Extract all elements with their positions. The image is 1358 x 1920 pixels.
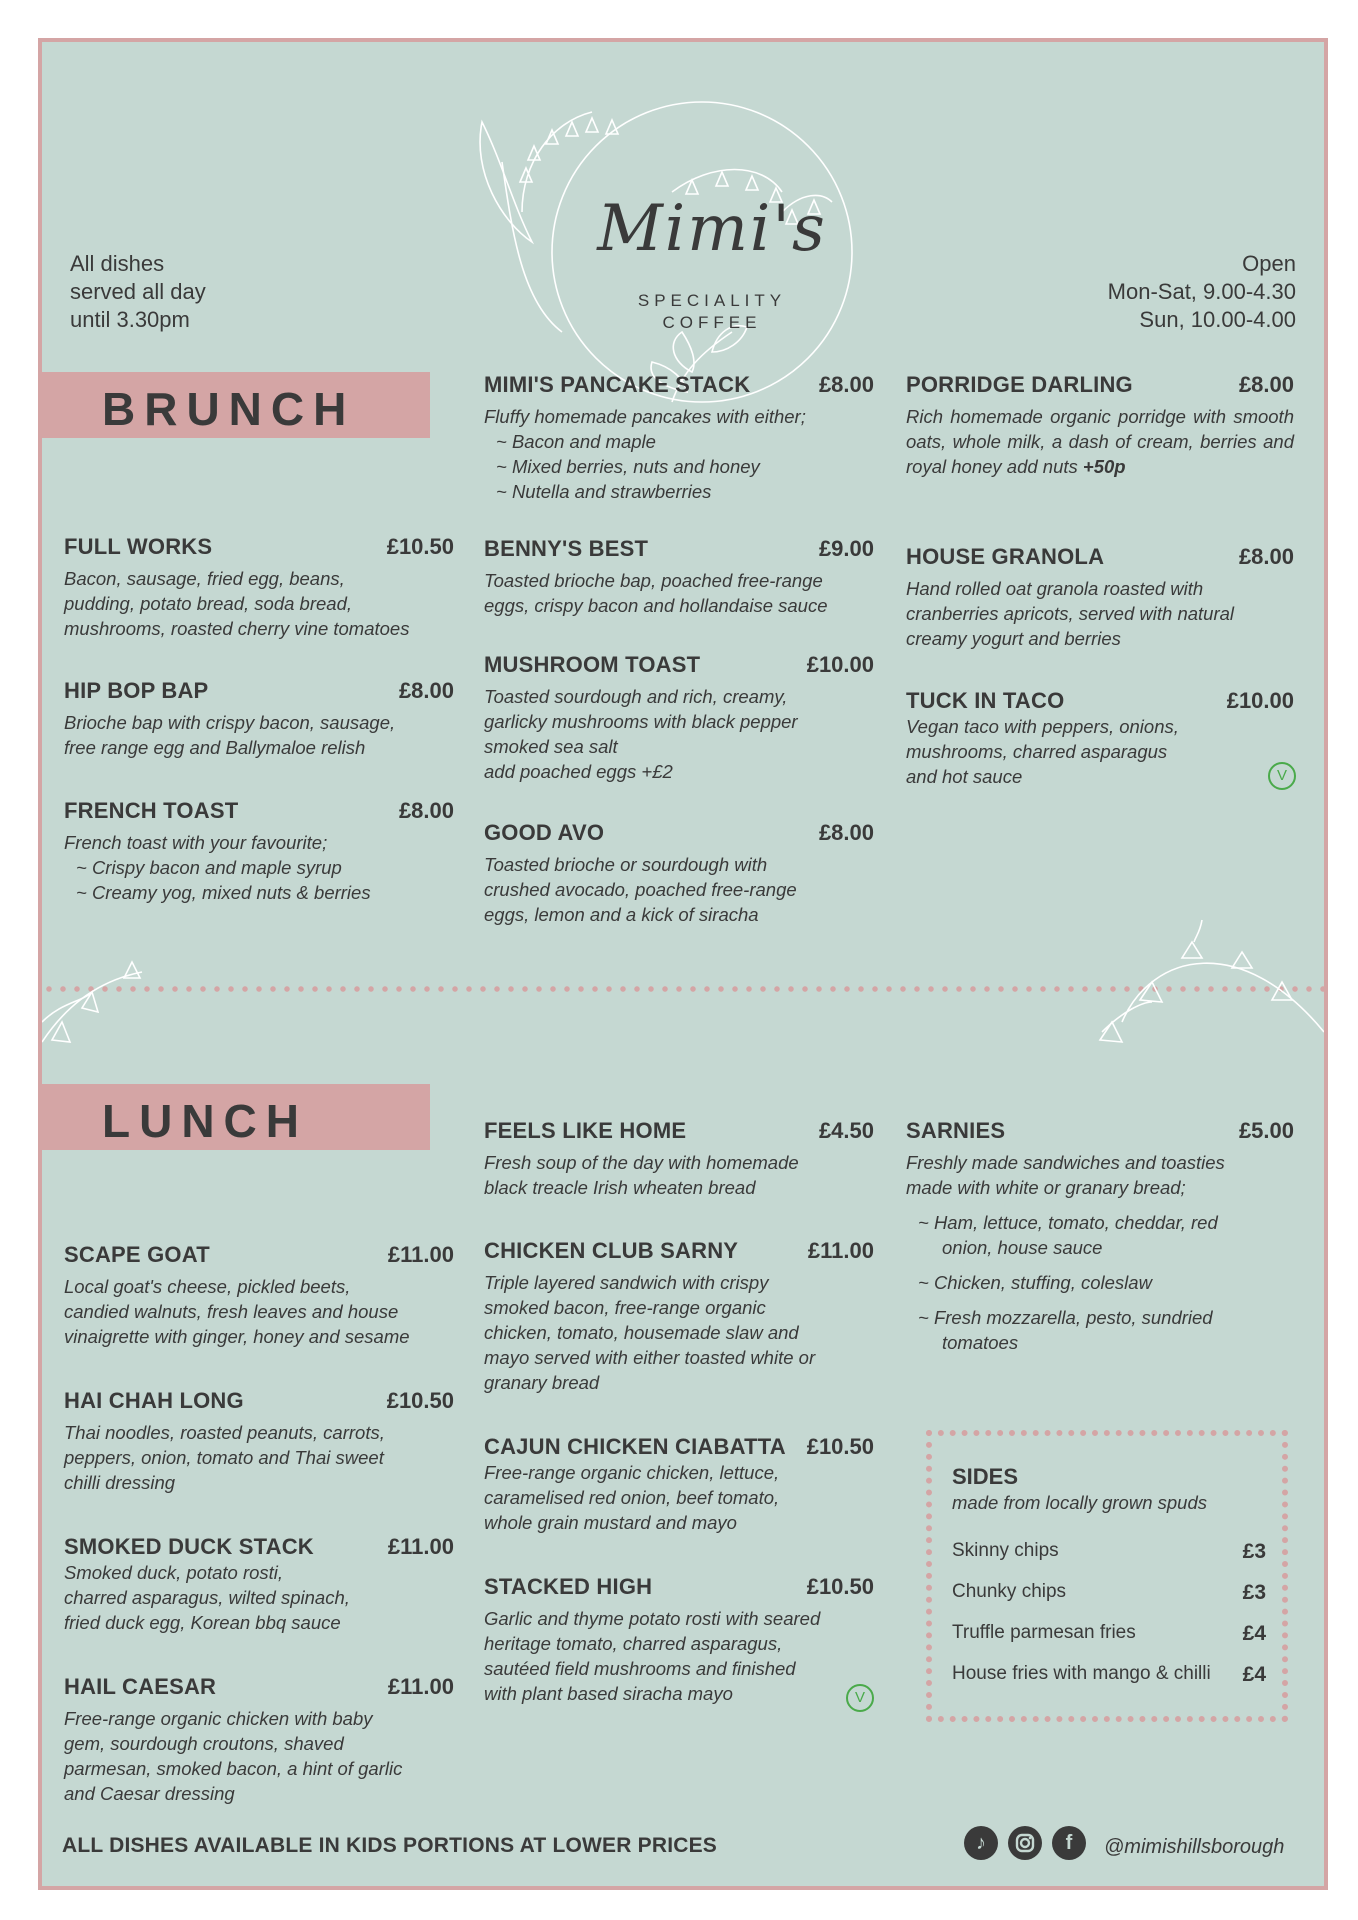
- menu-item-good-avo: [484, 820, 874, 927]
- item-price: £8.00: [398, 678, 454, 703]
- item-description: Freshly made sandwiches and toasties made with white or granary bread; ~ Ham, lettuce, tomato, cheddar, red onion, house sauce ~ Chicken, stuffing, coleslaw ~ Fresh mozzarella, pesto, sundried tomatoes: [906, 1152, 1225, 1353]
- item-description: Fluffy homemade pancakes with either; ~ Bacon and maple ~ Mixed berries, nuts and honey ~ Nutella and strawberries: [484, 406, 806, 502]
- item-name: MUSHROOM TOAST: [484, 652, 701, 677]
- item-price: £11.00: [387, 1674, 454, 1699]
- menu-item-tuck-in-taco: [906, 688, 1294, 789]
- serving-note: All dishes served all day until 3.30pm: [70, 251, 206, 332]
- side-item: Truffle parmesan fries £4: [952, 1622, 1266, 1645]
- item-description: French toast with your favourite; ~ Crispy bacon and maple syrup ~ Creamy yog, mixed nuts & berries: [64, 832, 371, 903]
- item-price: £10.50: [386, 1388, 454, 1413]
- item-name: STACKED HIGH: [484, 1574, 653, 1599]
- item-name: SARNIES: [906, 1118, 1006, 1143]
- item-description: Local goat's cheese, pickled beets, candied walnuts, fresh leaves and house vinaigrette with ginger, honey and sesame: [64, 1276, 410, 1347]
- item-price: £4.50: [818, 1118, 874, 1143]
- item-name: FRENCH TOAST: [64, 798, 239, 823]
- item-price: £11.00: [387, 1534, 454, 1559]
- logo-wordmark: Mimi's: [597, 192, 827, 266]
- side-item: Chunky chips £3: [952, 1581, 1266, 1604]
- item-price: £8.00: [1238, 372, 1294, 397]
- item-name: HIP BOP BAP: [64, 678, 209, 703]
- menu-item-cajun-chicken-ciabatta: [484, 1434, 874, 1535]
- flower-left-icon: [42, 952, 162, 1062]
- item-description: Fresh soup of the day with homemade black treacle Irish wheaten bread: [484, 1152, 799, 1198]
- menu-item-full-works: [64, 534, 454, 641]
- item-name: SCAPE GOAT: [64, 1242, 210, 1267]
- brunch-title: BRUNCH: [102, 383, 356, 435]
- menu-item-mushroom-toast: [484, 652, 874, 784]
- item-price: £8.00: [818, 820, 874, 845]
- menu-item-sarnies: [906, 1118, 1294, 1355]
- item-name: BENNY'S BEST: [484, 536, 649, 561]
- facebook-icon[interactable]: f: [1052, 1826, 1086, 1860]
- menu-item-hip-bop-bap: [64, 678, 454, 760]
- item-price: £10.50: [806, 1574, 874, 1599]
- side-item: House fries with mango & chilli £4: [952, 1663, 1266, 1686]
- item-price: £10.00: [806, 652, 874, 677]
- item-description: Free-range organic chicken, lettuce, caramelised red onion, beef tomato, whole grain mustard and mayo: [484, 1462, 780, 1533]
- item-description: Bacon, sausage, fried egg, beans, pudding, potato bread, soda bread, mushrooms, roasted cherry vine tomatoes: [64, 568, 410, 639]
- menu-item-hai-chah-long: [64, 1388, 454, 1495]
- menu-item-smoked-duck-stack: [64, 1534, 454, 1635]
- item-description: Toasted sourdough and rich, creamy, garlicky mushrooms with black pepper smoked sea salt add poached eggs +£2: [484, 686, 798, 782]
- item-price: £11.00: [807, 1238, 874, 1263]
- flower-right-icon: [1082, 912, 1324, 1062]
- brunch-banner: [42, 372, 430, 438]
- opening-hours: Open Mon-Sat, 9.00-4.30 Sun, 10.00-4.00: [1107, 251, 1296, 332]
- item-description: Garlic and thyme potato rosti with seared heritage tomato, charred asparagus, sautéed field mushrooms and finished with plant based siracha mayo: [484, 1608, 821, 1704]
- sides-box: [926, 1430, 1288, 1722]
- item-name: SMOKED DUCK STACK: [64, 1534, 314, 1559]
- menu-item-house-granola: [906, 544, 1294, 651]
- sides-subtitle: made from locally grown spuds: [952, 1492, 1207, 1513]
- item-description: Smoked duck, potato rosti, charred asparagus, wilted spinach, fried duck egg, Korean bbq sauce: [64, 1562, 350, 1633]
- item-description: Vegan taco with peppers, onions, mushrooms, charred asparagus and hot sauce: [906, 716, 1179, 787]
- item-name: GOOD AVO: [484, 820, 605, 845]
- sides-title: SIDES: [952, 1464, 1019, 1489]
- lunch-banner: [42, 1084, 430, 1150]
- social-handle[interactable]: @mimishillsborough: [1104, 1836, 1285, 1858]
- side-item: Skinny chips £3: [952, 1540, 1266, 1563]
- item-name: PORRIDGE DARLING: [906, 372, 1133, 397]
- item-description: Free-range organic chicken with baby gem, sourdough croutons, shaved parmesan, smoked bacon, a hint of garlic and Caesar dressing: [64, 1708, 403, 1804]
- item-name: CAJUN CHICKEN CIABATTA: [484, 1434, 786, 1459]
- item-price: £8.00: [398, 798, 454, 823]
- menu-page: [38, 38, 1328, 1890]
- item-description: Thai noodles, roasted peanuts, carrots, peppers, onion, tomato and Thai sweet chilli dressing: [64, 1422, 385, 1493]
- item-description: Rich homemade organic porridge with smooth oats, whole milk, a dash of cream, berries and royal honey add nuts +50p: [906, 406, 1294, 477]
- item-price: £11.00: [387, 1242, 454, 1267]
- item-price: £8.00: [818, 372, 874, 397]
- menu-item-french-toast: [64, 798, 454, 905]
- logo-subtitle: SPECIALITY COFFEE: [637, 291, 787, 332]
- menu-item-feels-like-home: [484, 1118, 874, 1200]
- kids-portions-note: ALL DISHES AVAILABLE IN KIDS PORTIONS AT LOWER PRICES: [62, 1834, 718, 1857]
- item-price: £10.50: [386, 534, 454, 559]
- item-price: £9.00: [818, 536, 874, 561]
- menu-item-bennys-best: [484, 536, 874, 618]
- item-description: Toasted brioche or sourdough with crushed avocado, poached free-range eggs, lemon and a kick of siracha: [484, 854, 797, 925]
- item-name: TUCK IN TACO: [906, 688, 1065, 713]
- tiktok-icon[interactable]: ♪: [964, 1826, 998, 1860]
- instagram-icon[interactable]: [1008, 1826, 1042, 1860]
- item-name: MIMI'S PANCAKE STACK: [484, 372, 751, 397]
- menu-item-stacked-high: [484, 1574, 874, 1706]
- item-description: Toasted brioche bap, poached free-range eggs, crispy bacon and hollandaise sauce: [484, 570, 828, 616]
- item-description: Triple layered sandwich with crispy smoked bacon, free-range organic chicken, tomato, housemade slaw and mayo served with either toasted white or granary bread: [484, 1272, 816, 1393]
- vegan-icon: V: [846, 1684, 874, 1712]
- item-name: HAIL CAESAR: [64, 1674, 217, 1699]
- menu-item-hail-caesar: [64, 1674, 454, 1806]
- vegan-icon: V: [1268, 762, 1296, 790]
- item-price: £10.50: [806, 1434, 874, 1459]
- item-name: CHICKEN CLUB SARNY: [484, 1238, 739, 1263]
- item-name: HOUSE GRANOLA: [906, 544, 1105, 569]
- menu-item-chicken-club-sarny: [484, 1238, 874, 1395]
- item-description: Brioche bap with crispy bacon, sausage, free range egg and Ballymaloe relish: [64, 712, 396, 758]
- item-price: £8.00: [1238, 544, 1294, 569]
- item-price: £5.00: [1238, 1118, 1294, 1143]
- menu-item-scape-goat: [64, 1242, 454, 1349]
- item-name: FULL WORKS: [64, 534, 213, 559]
- item-name: FEELS LIKE HOME: [484, 1118, 687, 1143]
- lunch-title: LUNCH: [102, 1095, 308, 1147]
- item-name: HAI CHAH LONG: [64, 1388, 244, 1413]
- item-price: £10.00: [1226, 688, 1294, 713]
- menu-item-porridge-darling: [906, 372, 1294, 479]
- item-description: Hand rolled oat granola roasted with cranberries apricots, served with natural creamy yogurt and berries: [906, 578, 1235, 649]
- menu-item-mimis-pancake-stack: [484, 372, 874, 504]
